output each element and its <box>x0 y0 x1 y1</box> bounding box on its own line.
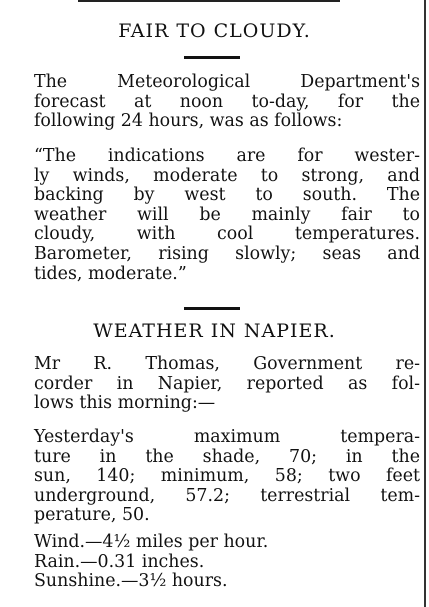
napier-report <box>34 428 420 526</box>
text-line: tides, moderate.” <box>34 263 187 284</box>
text-line: ly winds, moderate to strong, and <box>34 165 420 186</box>
text-line: Barometer, rising slowly; seas and <box>34 243 420 264</box>
section-divider <box>184 307 240 310</box>
napier-stats <box>34 533 420 592</box>
top-rule <box>78 0 340 2</box>
text-line: corder in Napier, reported as fol- <box>34 373 420 394</box>
headline-fair-to-cloudy: FAIR TO CLOUDY. <box>118 20 311 42</box>
text-line: cloudy, with cool temperatures. <box>34 224 420 245</box>
forecast-intro <box>34 73 420 132</box>
text-line: sun, 140; minimum, 58; two feet <box>34 466 420 487</box>
text-line: The Meteorological Department's <box>34 72 420 92</box>
text-line: forecast at noon to-day, for the <box>34 91 420 112</box>
sunshine-stat: Sunshine.—3½ hours. <box>34 571 228 592</box>
text-line: following 24 hours, was as follows: <box>34 111 343 132</box>
text-line: lows this morning:— <box>34 393 216 414</box>
forecast-quote <box>34 147 420 284</box>
text-line: Mr R. Thomas, Government re- <box>34 354 420 374</box>
napier-intro <box>34 355 420 414</box>
text-line: ture in the shade, 70; in the <box>34 446 420 467</box>
headline-underline-1 <box>184 56 240 59</box>
wind-stat: Wind.—4½ miles per hour. <box>34 532 269 552</box>
column-divider <box>424 0 426 607</box>
text-line: backing by west to south. The <box>34 185 420 206</box>
text-line: perature, 50. <box>34 505 150 526</box>
text-line: weather will be mainly fair to <box>34 204 420 225</box>
text-line: “The indications are for wester- <box>34 146 420 166</box>
rain-stat: Rain.—0.31 inches. <box>34 551 205 572</box>
text-line: Yesterday's maximum tempera- <box>34 427 420 447</box>
headline-weather-in-napier: WEATHER IN NAPIER. <box>93 320 336 342</box>
text-line: underground, 57.2; terrestrial tem- <box>34 485 420 506</box>
